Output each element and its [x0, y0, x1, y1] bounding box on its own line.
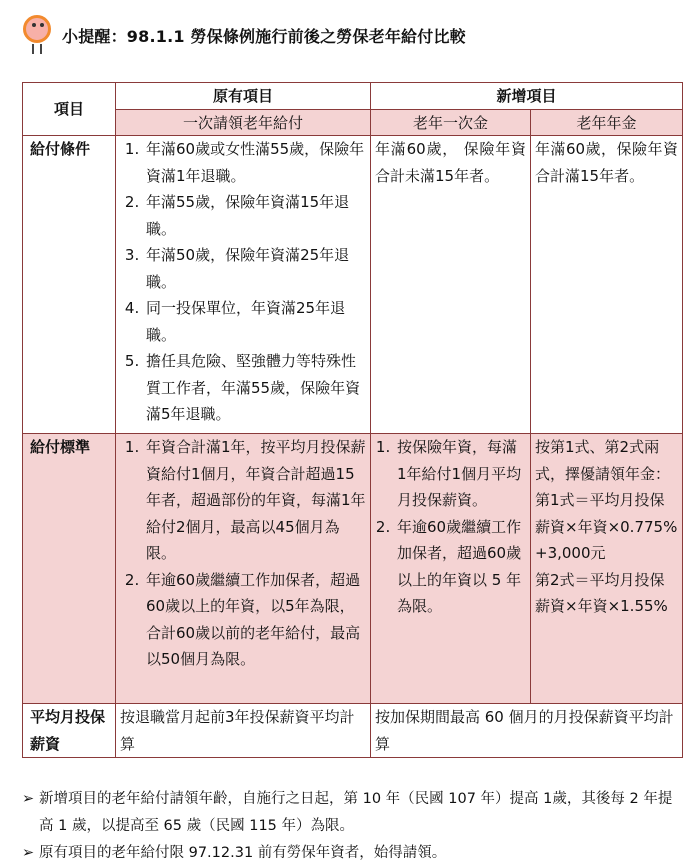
header-original-group: 原有項目 [116, 83, 371, 110]
standard-lump-cell [371, 434, 531, 704]
salary-original-cell: 按退職當月起前3年投保薪資平均計算 [116, 704, 371, 758]
list-item: 1. 年滿60歲或女性滿55歲，保險年資滿1年退職。 [144, 136, 366, 189]
arrow-bullet-icon: ➢ [22, 845, 35, 861]
note-text: 原有項目的老年給付限 97.12.31 前有勞保年資者，始得請領。 [39, 845, 447, 861]
pension-formula-2: 第2式＝平均月投保薪資×年資×1.55% [535, 570, 668, 615]
pension-intro: 按第1式、第2式兩式，擇優請領年金： [535, 438, 671, 483]
table-row-conditions [23, 136, 683, 434]
standard-pension-cell [531, 434, 683, 704]
list-item: 2. 年逾60歲繼續工作加保者，超過60歲以上的年資，以5年為限，合計60歲以前的老年給付，最高以50個月為限。 [144, 567, 366, 673]
arrow-bullet-icon: ➢ [22, 791, 35, 807]
list-item: 4. 同一投保單位，年資滿25年退職。 [144, 295, 366, 348]
conditions-original-cell [116, 136, 371, 434]
list-item: 1. 按保險年資，每滿1年給付1個月平均月投保薪資。 [395, 434, 526, 514]
pension-formula-1: 第1式＝平均月投保薪資×年資×0.775% +3,000元 [535, 491, 678, 562]
salary-new-cell: 按加保期間最高 60 個月的月投保薪資平均計算 [371, 704, 683, 758]
lion-mascot-icon [18, 13, 56, 57]
list-item: 3. 年滿50歲，保險年資滿25年退職。 [144, 242, 366, 295]
row-label-standard: 給付標準 [23, 434, 116, 704]
list-item: 2. 年滿55歲，保險年資滿15年退職。 [144, 189, 366, 242]
header-new-group: 新增項目 [371, 83, 683, 110]
conditions-pension-cell: 年滿60歲，保險年資合計滿15年者。 [531, 136, 683, 434]
subheader-original: 一次請領老年給付 [116, 110, 371, 136]
standard-original-cell [116, 434, 371, 704]
list-item: 1. 年資合計滿1年，按平均月投保薪資給付1個月，年資合計超過15年者，超過部份的年資，每滿1年給付2個月，最高以45個月為限。 [144, 434, 366, 567]
comparison-table [22, 82, 683, 758]
notes-list [22, 786, 686, 867]
conditions-lump-cell: 年滿60歲， 保險年資合計未滿15年者。 [371, 136, 531, 434]
table-row-standard [23, 434, 683, 704]
subheader-lump-sum: 老年一次金 [371, 110, 531, 136]
row-label-conditions: 給付條件 [23, 136, 116, 434]
row-label-salary: 平均月投保薪資 [23, 704, 116, 758]
note-text: 新增項目的老年給付請領年齡，自施行之日起，第 10 年（民國 107 年）提高 1歲，其後每 2 年提高 1 歲，以提高至 65 歲（民國 115 年）為限。 [39, 791, 673, 834]
page-title: 小提醒：98.1.1 勞保條例施行前後之勞保老年給付比較 [62, 26, 466, 46]
list-item: 5. 擔任具危險、堅強體力等特殊性質工作者，年滿55歲，保險年資滿5年退職。 [144, 348, 366, 428]
list-item [22, 786, 686, 840]
header-item: 項目 [23, 83, 116, 136]
subheader-pension: 老年年金 [531, 110, 683, 136]
title-bar [18, 10, 466, 60]
table-row-salary [23, 704, 683, 758]
list-item [22, 840, 686, 867]
list-item: 2. 年逾60歲繼續工作加保者，超過60歲以上的年資以 5 年為限。 [395, 514, 526, 620]
